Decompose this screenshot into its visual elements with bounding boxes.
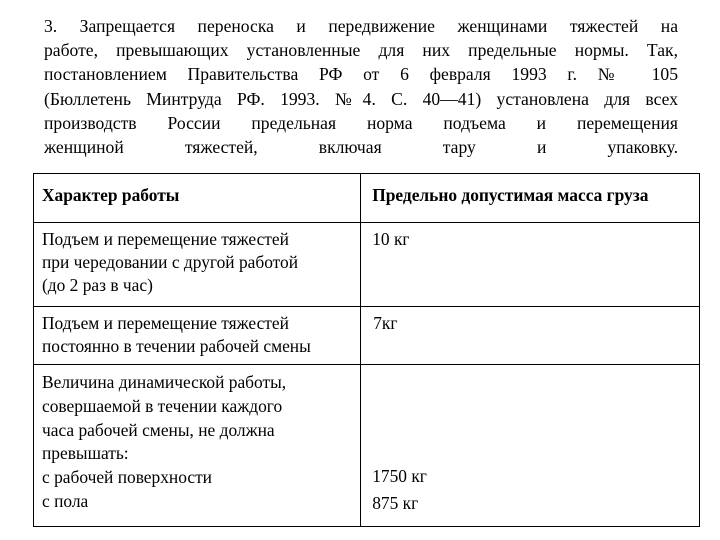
table-header-row bbox=[34, 174, 700, 223]
work-description-cell bbox=[34, 365, 361, 527]
paragraph-line: производств России предельная норма подъема и перемещения bbox=[44, 112, 678, 133]
cell-line: 10 кг bbox=[372, 229, 410, 249]
intro-paragraph bbox=[44, 14, 678, 159]
table-row bbox=[34, 307, 700, 365]
work-description-cell bbox=[34, 307, 361, 365]
work-description-cell bbox=[34, 223, 361, 307]
cell-line: часа рабочей смены, не должна bbox=[42, 419, 275, 440]
cell-line: при чередовании с другой работой bbox=[42, 252, 299, 272]
cell-line: 7кг bbox=[373, 313, 398, 333]
table-row bbox=[34, 223, 700, 307]
mass-value-cell bbox=[361, 223, 700, 307]
paragraph-line: работе, превышающих установленные для них предельные нормы. Так, bbox=[44, 40, 678, 61]
cell-line: с рабочей поверхности bbox=[42, 467, 212, 488]
cell-line: (до 2 раз в час) bbox=[42, 275, 153, 295]
paragraph-line: (Бюллетень Минтруда РФ. 1993. №4. С. 40—41) установлена для всех bbox=[44, 88, 678, 109]
header-max-mass: Предельно допустимая масса груза bbox=[361, 174, 700, 223]
mass-value-cell bbox=[361, 307, 700, 365]
mass-value-cell bbox=[361, 365, 700, 527]
cell-line: превышать: bbox=[42, 443, 129, 464]
weight-norms-table bbox=[33, 173, 700, 527]
paragraph-line: постановлением Правительства РФ от 6 февраля 1993 г. № 105 bbox=[44, 64, 678, 85]
cell-line: с пола bbox=[42, 490, 89, 511]
cell-line: Подъем и перемещение тяжестей bbox=[42, 313, 289, 333]
header-work-type: Характер работы bbox=[34, 174, 361, 223]
paragraph-line: женщиной тяжестей, включая тару и упаковку. bbox=[44, 137, 678, 158]
cell-line: 1750 кг bbox=[372, 466, 427, 486]
cell-line: совершаемой в течении каждого bbox=[42, 395, 283, 416]
paragraph-line: 3. Запрещается переноска и передвижение женщинами тяжестей на bbox=[44, 16, 678, 36]
cell-line: постоянно в течении рабочей смены bbox=[42, 336, 311, 356]
cell-line: Подъем и перемещение тяжестей bbox=[42, 229, 289, 249]
table-row bbox=[34, 365, 700, 527]
cell-line: 875 кг bbox=[372, 493, 419, 513]
cell-line: Величина динамической работы, bbox=[42, 372, 287, 392]
